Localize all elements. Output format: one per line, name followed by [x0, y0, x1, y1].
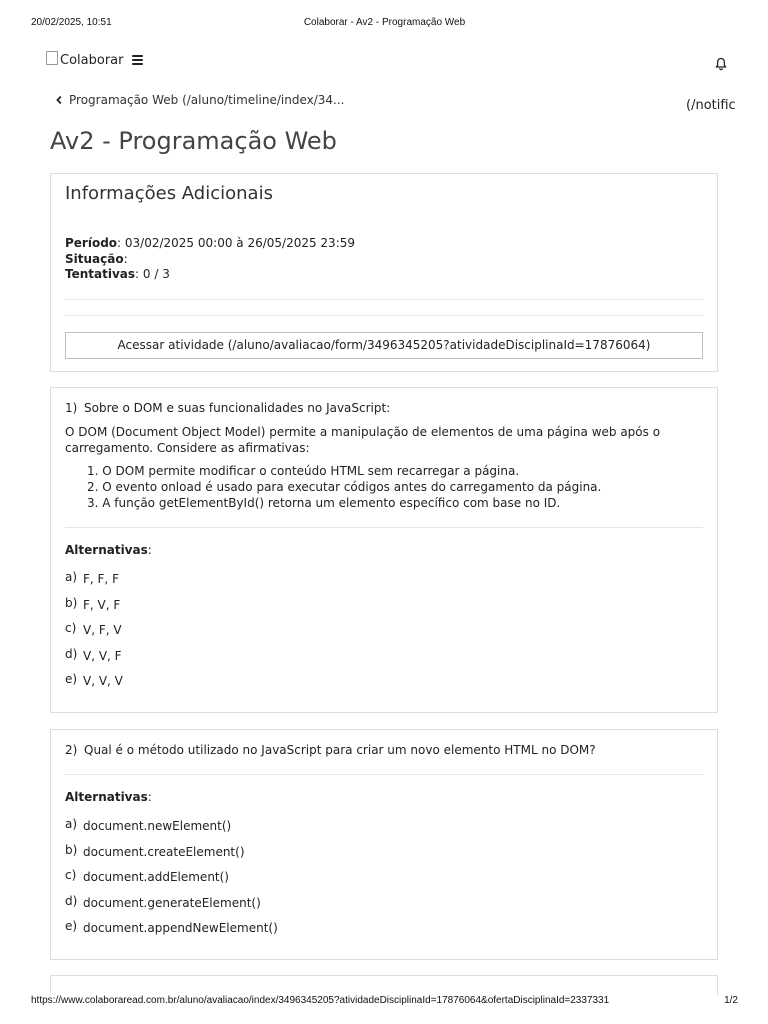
- alternative-letter: e): [65, 672, 78, 686]
- question-card-1: [50, 387, 718, 713]
- alternative-text: V, V, V: [83, 674, 123, 688]
- logo-link[interactable]: [46, 53, 123, 68]
- info-details: [65, 236, 355, 283]
- print-footer: [31, 995, 738, 1009]
- menu-icon[interactable]: [132, 55, 143, 65]
- question-title: Qual é o método utilizado no JavaScript para criar um novo elemento HTML no DOM?: [84, 743, 596, 757]
- top-nav: [46, 52, 728, 74]
- alternative-letter: c): [65, 621, 77, 635]
- tentativas-value: : 0 / 3: [135, 267, 170, 281]
- alternative-text: document.newElement(): [83, 819, 232, 833]
- alternatives-heading: Alternativas:: [65, 790, 152, 804]
- tentativas-label: Tentativas: [65, 267, 136, 281]
- alternative-option[interactable]: [65, 572, 123, 598]
- broken-image-icon: [46, 51, 58, 65]
- question-card-3-partial: [50, 975, 718, 995]
- divider: [65, 527, 703, 528]
- alternative-letter: a): [65, 817, 78, 831]
- situacao-value: :: [123, 251, 128, 266]
- alternative-option[interactable]: [65, 842, 278, 871]
- alternative-letter: e): [65, 919, 78, 933]
- info-card: [50, 173, 718, 372]
- alternative-letter: c): [65, 868, 77, 882]
- alternative-letter: a): [65, 570, 78, 584]
- alternative-text: F, V, F: [83, 597, 121, 612]
- alternative-option[interactable]: [65, 674, 123, 700]
- alternative-option[interactable]: [65, 646, 123, 675]
- access-activity-button[interactable]: Acessar atividade (/aluno/avaliacao/form/3496345205?atividadeDisciplinaId=17876064): [65, 332, 703, 359]
- alternative-option[interactable]: [65, 595, 123, 624]
- question-body: O DOM (Document Object Model) permite a manipulação de elementos de uma página web após o carregamento. Considere as afirmativas:: [65, 425, 661, 455]
- question-card-2: [50, 729, 718, 960]
- question-number: 1): [65, 401, 78, 415]
- alternative-letter: d): [65, 893, 78, 908]
- alternative-letter: b): [65, 842, 78, 857]
- alternative-text: document.generateElement(): [83, 895, 261, 910]
- alternative-letter: b): [65, 595, 78, 610]
- statement-item: 3. A função getElementById() retorna um elemento específico com base no ID.: [87, 496, 561, 510]
- info-title: Informações Adicionais: [65, 183, 273, 204]
- bell-icon[interactable]: [714, 56, 728, 70]
- alternative-option[interactable]: [65, 623, 123, 649]
- print-date: 20/02/2025, 10:51: [31, 17, 112, 28]
- question-title: Sobre o DOM e suas funcionalidades no JavaScript:: [84, 401, 391, 415]
- alternatives-heading: Alternativas:: [65, 543, 152, 557]
- print-page-number: 1/2: [724, 995, 738, 1006]
- question-number: 2): [65, 743, 78, 757]
- breadcrumb-link[interactable]: Programação Web (/aluno/timeline/index/34...: [69, 93, 345, 107]
- alternative-text: V, F, V: [83, 623, 122, 637]
- alternative-text: document.addElement(): [83, 870, 229, 884]
- print-title: Colaborar - Av2 - Programação Web: [303, 17, 466, 28]
- alternatives-list: [65, 572, 123, 700]
- statement-item: 2. O evento onload é usado para executar códigos antes do carregamento da página.: [87, 480, 602, 494]
- divider: [65, 299, 703, 300]
- alternatives-list: [65, 819, 278, 947]
- alternative-letter: d): [65, 646, 78, 661]
- page-title: Av2 - Programação Web: [50, 127, 337, 155]
- question-header: [65, 401, 390, 415]
- divider: [65, 315, 703, 316]
- print-url: https://www.colaboraread.com.br/aluno/avaliacao/index/3496345205?atividadeDisciplinaId=17876064&ofertaDisciplinaId=2337331: [31, 995, 610, 1006]
- alternative-text: V, V, F: [83, 648, 122, 663]
- alternative-option[interactable]: [65, 819, 278, 845]
- situacao-label: Situação: [65, 251, 124, 266]
- logo-alt-text: Colaborar: [60, 53, 124, 68]
- print-header: [31, 17, 738, 31]
- divider: [65, 774, 703, 775]
- notifications-link[interactable]: (/notific: [686, 98, 736, 113]
- alternative-text: document.appendNewElement(): [83, 921, 278, 935]
- periodo-value: : 03/02/2025 00:00 à 26/05/2025 23:59: [117, 236, 356, 250]
- question-header: [65, 743, 596, 757]
- statement-item: 1. O DOM permite modificar o conteúdo HTML sem recarregar a página.: [87, 464, 520, 478]
- alternative-option[interactable]: [65, 870, 278, 896]
- breadcrumb[interactable]: [55, 93, 344, 107]
- alternative-option[interactable]: [65, 921, 278, 947]
- alternative-text: document.createElement(): [83, 844, 245, 859]
- alternative-text: F, F, F: [83, 572, 119, 586]
- statement-list: [87, 463, 601, 511]
- periodo-label: Período: [65, 236, 118, 250]
- chevron-left-icon: [55, 95, 63, 105]
- alternative-option[interactable]: [65, 893, 278, 922]
